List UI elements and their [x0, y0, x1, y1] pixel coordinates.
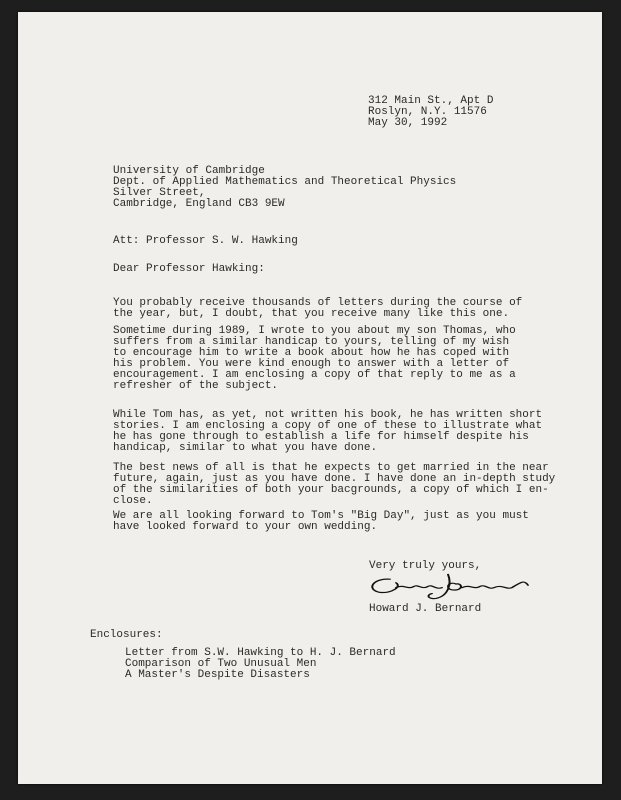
text-line: suffers from a similar handicap to yours, telling of my wish [113, 336, 510, 348]
text-line: have looked forward to your own wedding. [113, 521, 378, 533]
salutation: Dear Professor Hawking: [113, 263, 265, 275]
text-line: We are all looking forward to Tom's "Big Day", just as you must [113, 510, 529, 522]
enclosure-item: Comparison of Two Unusual Men [125, 658, 317, 670]
address-line: Roslyn, N.Y. 11576 [368, 106, 487, 118]
enclosure-item: Letter from S.W. Hawking to H. J. Bernard [125, 647, 396, 659]
sender-address [368, 96, 493, 129]
text-line: future, again, just as you have done. I have done an in-depth study [113, 473, 556, 485]
enclosure-item: A Master's Despite Disasters [125, 669, 310, 681]
paragraph [113, 298, 522, 320]
text-line: handicap, similar to what you have done. [113, 442, 378, 454]
text-line: You probably receive thousands of letters during the course of [113, 297, 523, 309]
enclosures-list [125, 648, 396, 681]
text-line: close. [113, 495, 153, 507]
text-line: his problem. You were kind enough to answer with a letter of [113, 358, 510, 370]
text-line: The best news of all is that he expects to get married in the near [113, 462, 549, 474]
letter-date: May 30, 1992 [368, 117, 448, 129]
text-line: encouragement. I am enclosing a copy of that reply to me as a [113, 369, 516, 381]
handwritten-signature [352, 572, 552, 602]
text-line: stories. I am enclosing a copy of one of these to illustrate what [113, 420, 543, 432]
address-line: Cambridge, England CB3 9EW [113, 198, 285, 210]
text-line: to encourage him to write a book about how he has coped with [113, 347, 510, 359]
text-line: of the similarities of both your bacgrounds, a copy of which I en- [113, 484, 549, 496]
paragraph [113, 463, 555, 507]
enclosures-label: Enclosures: [90, 629, 163, 641]
text-line: refresher of the subject. [113, 380, 279, 392]
text-line: While Tom has, as yet, not written his book, he has written short [113, 409, 543, 421]
paragraph [113, 326, 516, 392]
text-line: he has gone through to establish a life for himself despite his [113, 431, 529, 443]
text-line: Sometime during 1989, I wrote to you about my son Thomas, who [113, 325, 516, 337]
recipient-address [113, 166, 456, 210]
address-line: Silver Street, [113, 187, 206, 199]
closing: Very truly yours, [369, 560, 482, 572]
address-line: University of Cambridge [113, 165, 265, 177]
text-line: the year, but, I doubt, that you receive many like this one. [113, 308, 510, 320]
address-line: 312 Main St., Apt D [368, 95, 494, 107]
paragraph [113, 511, 529, 533]
attention-line: Att: Professor S. W. Hawking [113, 235, 298, 247]
address-line: Dept. of Applied Mathematics and Theoretical Physics [113, 176, 457, 188]
paragraph [113, 410, 542, 454]
signer-name: Howard J. Bernard [369, 603, 482, 615]
